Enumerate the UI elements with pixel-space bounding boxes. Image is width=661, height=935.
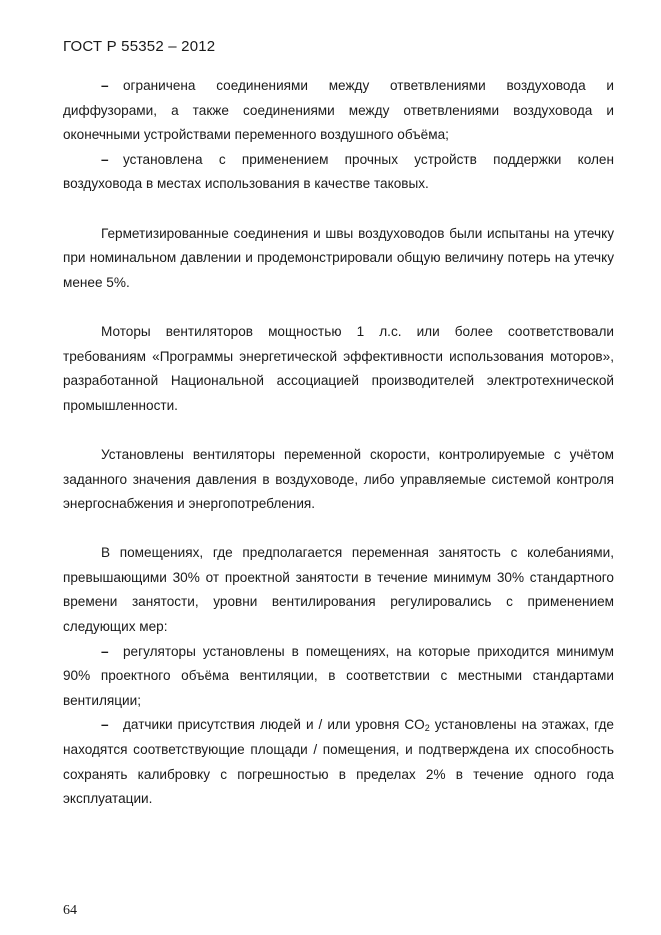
document-header — [63, 38, 215, 55]
standard-number: ГОСТ Р 55352 – 2012 — [63, 38, 216, 55]
paragraph-text: установлена с применением прочных устройств поддержки колен воздуховода в местах использования в качестве таковых. — [63, 151, 614, 192]
paragraph-text: установлены на этажах, где находятся соответствующие площади / помещения, и подтверждена их способность сохранять калибровку с погрешностью в пределах 2% в течение одного года эксплуатации. — [63, 717, 614, 807]
list-item-2 — [63, 148, 614, 197]
paragraph-fan-motors: Моторы вентиляторов мощностью 1 л.с. или более соответствовали требованиям «Программы энергетической эффективности использования моторов», разработанной Национальной ассоциацией производителей электротехнической промышленности. — [63, 323, 614, 413]
paragraph-text: ограничена соединениями между ответвлениями воздуховода и диффузорами, а также соединениями между ответвлениями воздуховода и оконечными устройствами переменного воздушного объёма; — [63, 78, 614, 143]
paragraph-text: регуляторы установлены в помещениях, на которые приходится минимум 90% проектного объёма вентиляции, в соответствии с местными стандартами вентиляции; — [63, 643, 614, 708]
document-body — [63, 74, 614, 812]
paragraph-text: датчики присутствия людей и / или уровня CO — [123, 717, 425, 733]
paragraph-variable-speed-fans: Установлены вентиляторы переменной скорости, контролируемые с учётом заданного значения давления в воздуховоде, либо управляемые системой контроля энергоснабжения и энергопотребления. — [63, 446, 614, 512]
list-item-1 — [63, 74, 614, 148]
paragraph-variable-occupancy: В помещениях, где предполагается переменная занятость с колебаниями, превышающими 30% от проектной занятости в течение минимум 30% стандартного времени занятости, уровни вентилирования регулировались с применением следующих мер: — [63, 545, 614, 635]
dash-bullet: – — [101, 78, 109, 93]
co2-subscript: 2 — [424, 723, 430, 734]
paragraph-sealed-joints: Герметизированные соединения и швы воздуховодов были испытаны на утечку при номинальном давлении и продемонстрировали общую величину потерь на утечку менее 5%. — [63, 225, 614, 290]
list-item-3 — [63, 640, 614, 714]
dash-bullet: – — [101, 717, 109, 733]
dash-bullet: – — [101, 643, 109, 659]
page-number: 64 — [63, 903, 77, 918]
dash-bullet: – — [101, 151, 109, 167]
list-item-4 — [63, 713, 614, 811]
